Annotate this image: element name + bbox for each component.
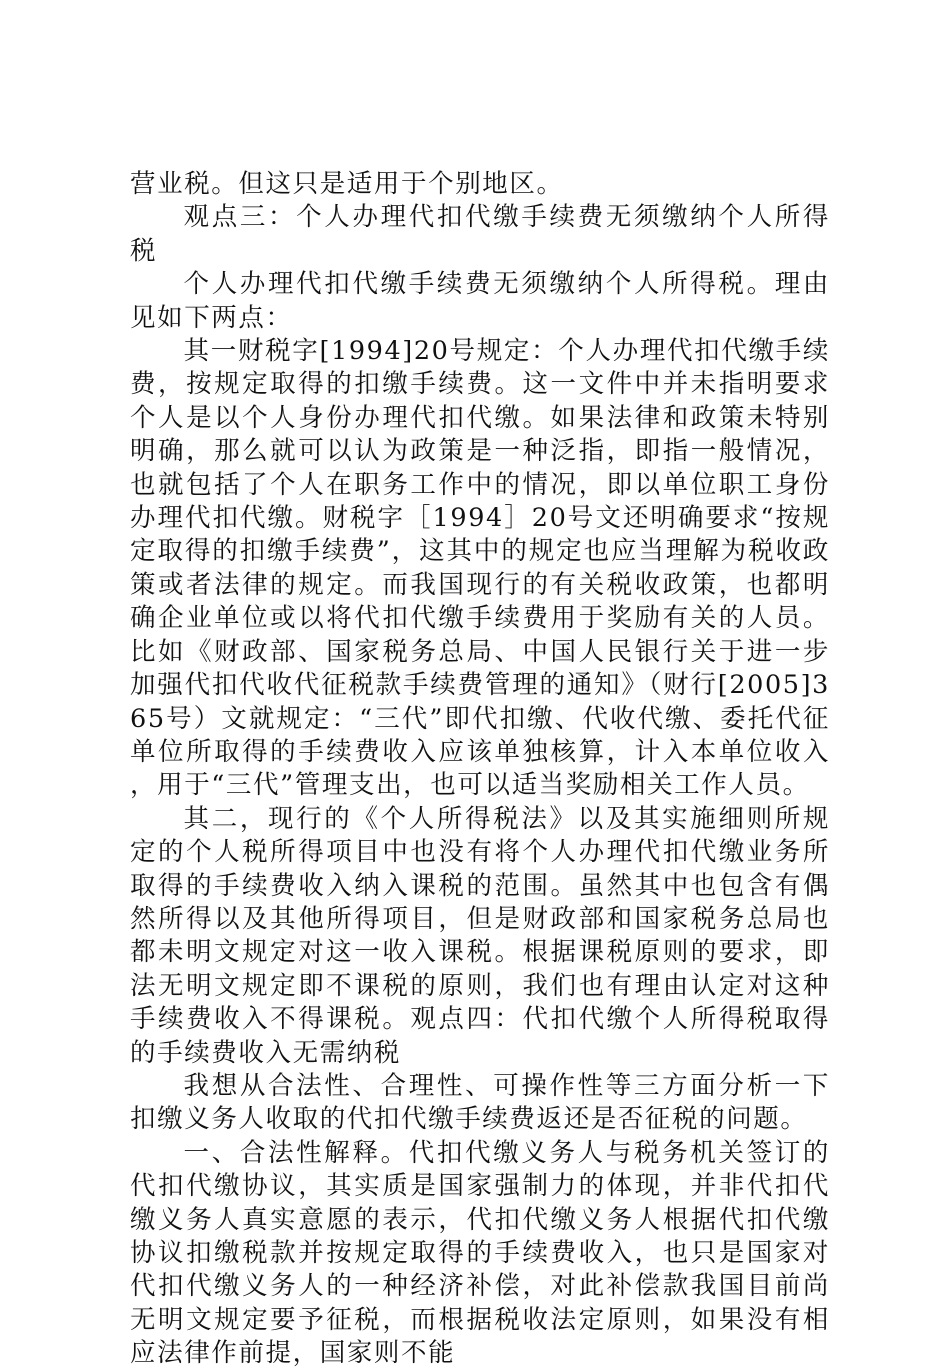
paragraph-intro: 个人办理代扣代缴手续费无须缴纳个人所得税。理由见如下两点： [130, 269, 830, 333]
paragraph-legality: 一、合法性解释。代扣代缴义务人与税务机关签订的代扣代缴协议，其实质是国家强制力的体现，并非代扣代缴义务人真实意愿的表示，代扣代缴义务人根据代扣代缴协议扣缴税款并按规定取得的手续费收入，也只是国家对代扣代缴义务人的一种经济补偿，对此补偿款我国目前尚无明文规定要予征税，而根据税收法定原则，如果没有相应法律作前提，国家则不能 [130, 1137, 830, 1369]
paragraph-reason-one: 其一财税字[1994]20号规定：个人办理代扣代缴手续费，按规定取得的扣缴手续费。这一文件中并未指明要求个人是以个人身份办理代扣代缴。如果法律和政策未特别明确，那么就可以认为政策是一种泛指，即指一般情况，也就包括了个人在职务工作中的情况，即以单位职工身份办理代扣代缴。财税字［1994］20号文还明确要求“按规定取得的扣缴手续费”，这其中的规定也应当理解为税收政策或者法律的规定。而我国现行的有关税收政策，也都明确企业单位或以将代扣代缴手续费用于奖励有关的人员。比如《财政部、国家税务总局、中国人民银行关于进一步加强代扣代收代征税款手续费管理的通知》（财行[2005]365号）文就规定：“三代”即代扣缴、代收代缴、委托代征单位所取得的手续费收入应该单独核算，计入本单位收入，用于“三代”管理支出，也可以适当奖励相关工作人员。 [130, 336, 830, 801]
section-heading-viewpoint-three: 观点三：个人办理代扣代缴手续费无须缴纳个人所得税 [130, 202, 830, 266]
paragraph-continuation: 营业税。但这只是适用于个别地区。 [130, 169, 564, 199]
paragraph-analysis-intro: 我想从合法性、合理性、可操作性等三方面分析一下扣缴义务人收取的代扣代缴手续费返还是否征税的问题。 [130, 1070, 830, 1135]
document-body [130, 168, 830, 1371]
paragraph-reason-two: 其二，现行的《个人所得税法》以及其实施细则所规定的个人税所得项目中也没有将个人办理代扣代缴业务所取得的手续费收入纳入课税的范围。虽然其中也包含有偶然所得以及其他所得项目，但是财政部和国家税务总局也都未明文规定对这一收入课税。根据课税原则的要求，即法无明文规定即不课税的原则，我们也有理由认定对这种手续费收入不得课税。观点四：代扣代缴个人所得税取得的手续费收入无需纳税 [130, 803, 830, 1068]
